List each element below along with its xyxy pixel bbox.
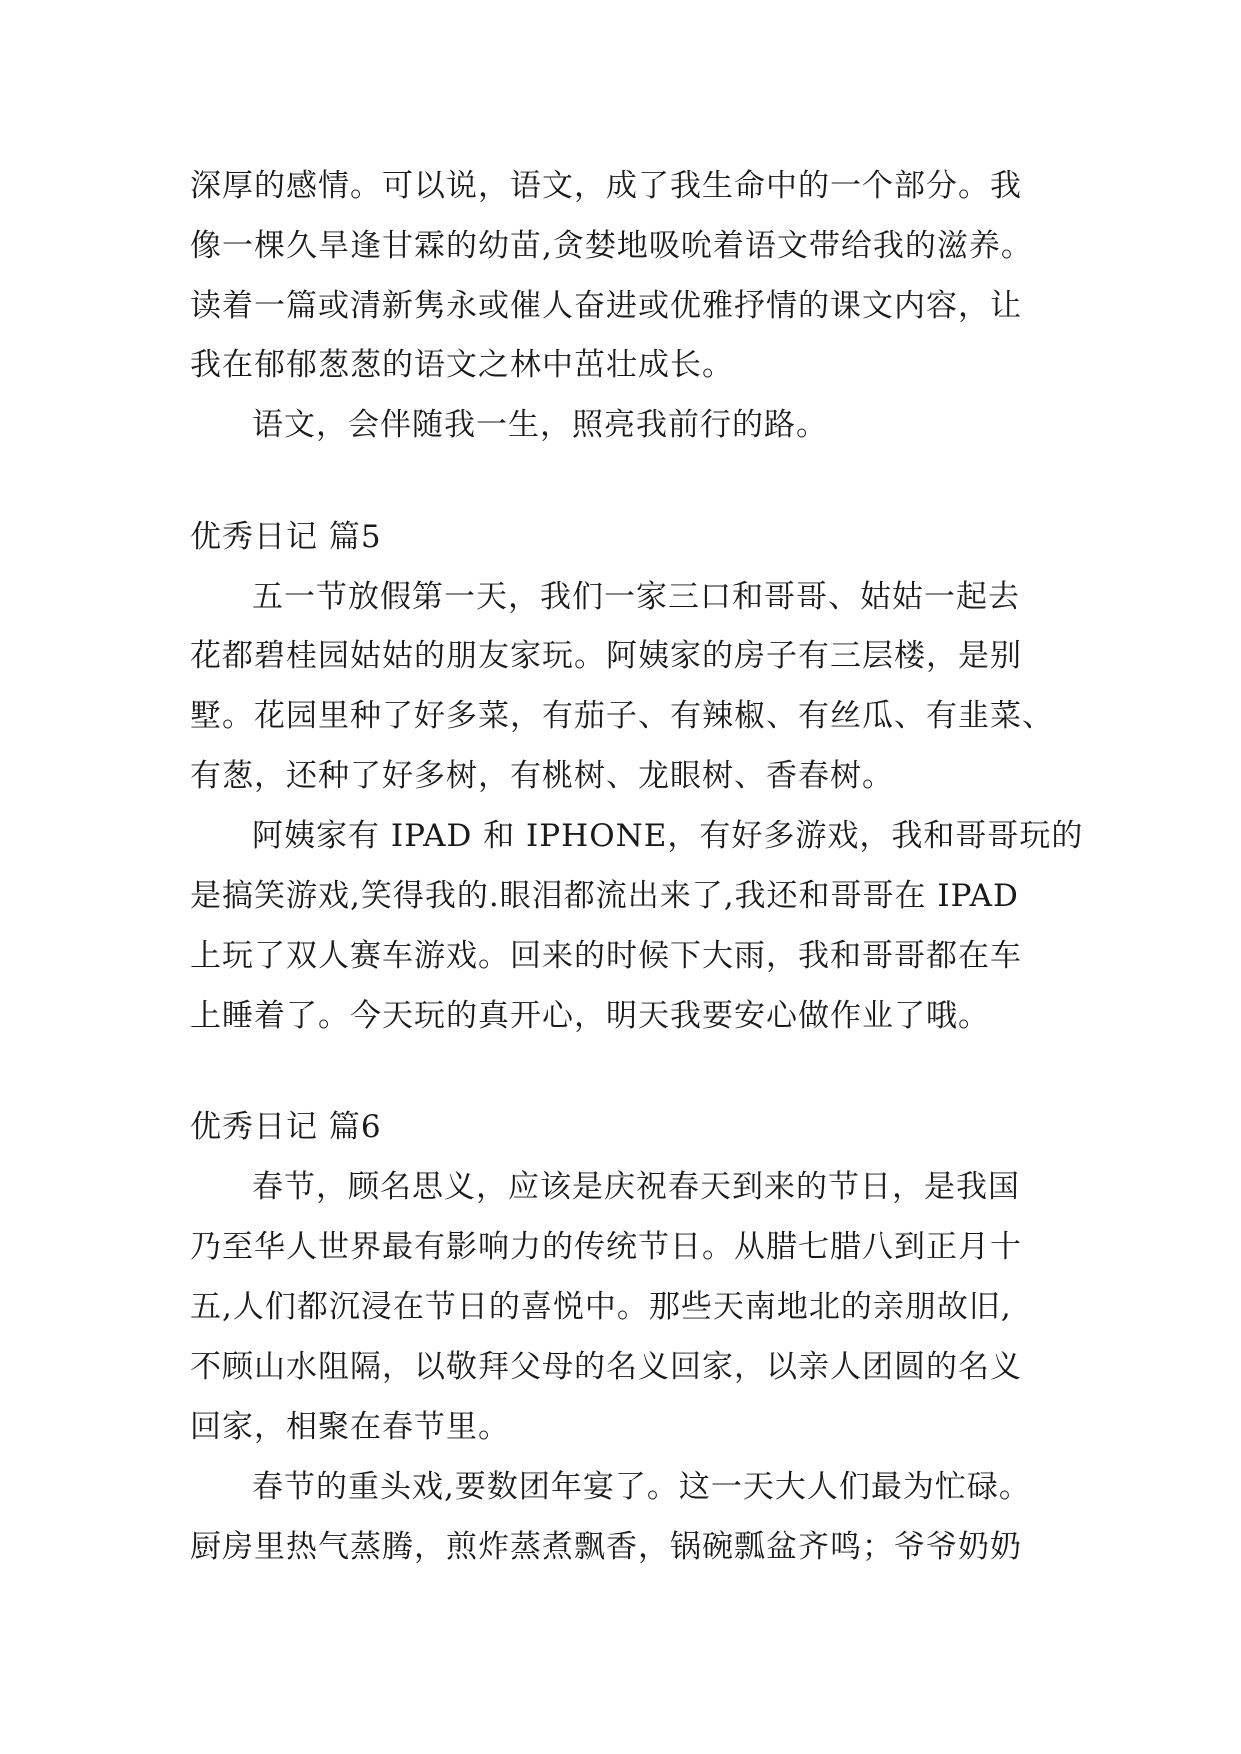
- text-line: 我在郁郁葱葱的语文之林中茁壮成长。: [190, 347, 734, 383]
- text-line: 春节，顾名思义，应该是庆祝春天到来的节日，是我国: [252, 1169, 1020, 1205]
- text-line: 上睡着了。今天玩的真开心，明天我要安心做作业了哦。: [190, 998, 990, 1034]
- section-heading: 优秀日记 篇5: [190, 519, 382, 555]
- text-line: 墅。花园里种了好多菜，有茄子、有辣椒、有丝瓜、有韭菜、: [190, 698, 1054, 734]
- text-line: 五,人们都沉浸在节日的喜悦中。那些天南地北的亲朋故旧,: [190, 1289, 1012, 1325]
- text-line: 是搞笑游戏,笑得我的.眼泪都流出来了,我还和哥哥在 IPAD: [190, 878, 1019, 914]
- text-line: 五一节放假第一天，我们一家三口和哥哥、姑姑一起去: [252, 579, 1020, 615]
- text-line: 像一棵久旱逢甘霖的幼苗,贪婪地吸吮着语文带给我的滋养。: [190, 228, 1033, 264]
- text-line: 不顾山水阻隔，以敬拜父母的名义回家，以亲人团圆的名义: [190, 1349, 1022, 1385]
- text-line: 厨房里热气蒸腾，煎炸蒸煮飘香，锅碗瓢盆齐鸣；爷爷奶奶: [190, 1529, 1022, 1565]
- text-line: 花都碧桂园姑姑的朋友家玩。阿姨家的房子有三层楼，是别: [190, 638, 1022, 674]
- text-line: 上玩了双人赛车游戏。回来的时候下大雨，我和哥哥都在车: [190, 938, 1022, 974]
- text-line: 有葱，还种了好多树，有桃树、龙眼树、香春树。: [190, 758, 894, 794]
- text-line: 读着一篇或清新隽永或催人奋进或优雅抒情的课文内容，让: [190, 288, 1022, 324]
- text-line: 回家，相聚在春节里。: [190, 1409, 510, 1445]
- text-line: 阿姨家有 IPAD 和 IPHONE，有好多游戏，我和哥哥玩的: [252, 818, 1084, 854]
- section-heading: 优秀日记 篇6: [190, 1109, 382, 1145]
- text-line: 深厚的感情。可以说，语文，成了我生命中的一个部分。我: [190, 168, 1022, 204]
- text-line: 春节的重头戏,要数团年宴了。这一天大人们最为忙碌。: [252, 1469, 1031, 1505]
- text-line: 乃至华人世界最有影响力的传统节日。从腊七腊八到正月十: [190, 1229, 1022, 1265]
- text-line: 语文，会伴随我一生，照亮我前行的路。: [252, 407, 828, 443]
